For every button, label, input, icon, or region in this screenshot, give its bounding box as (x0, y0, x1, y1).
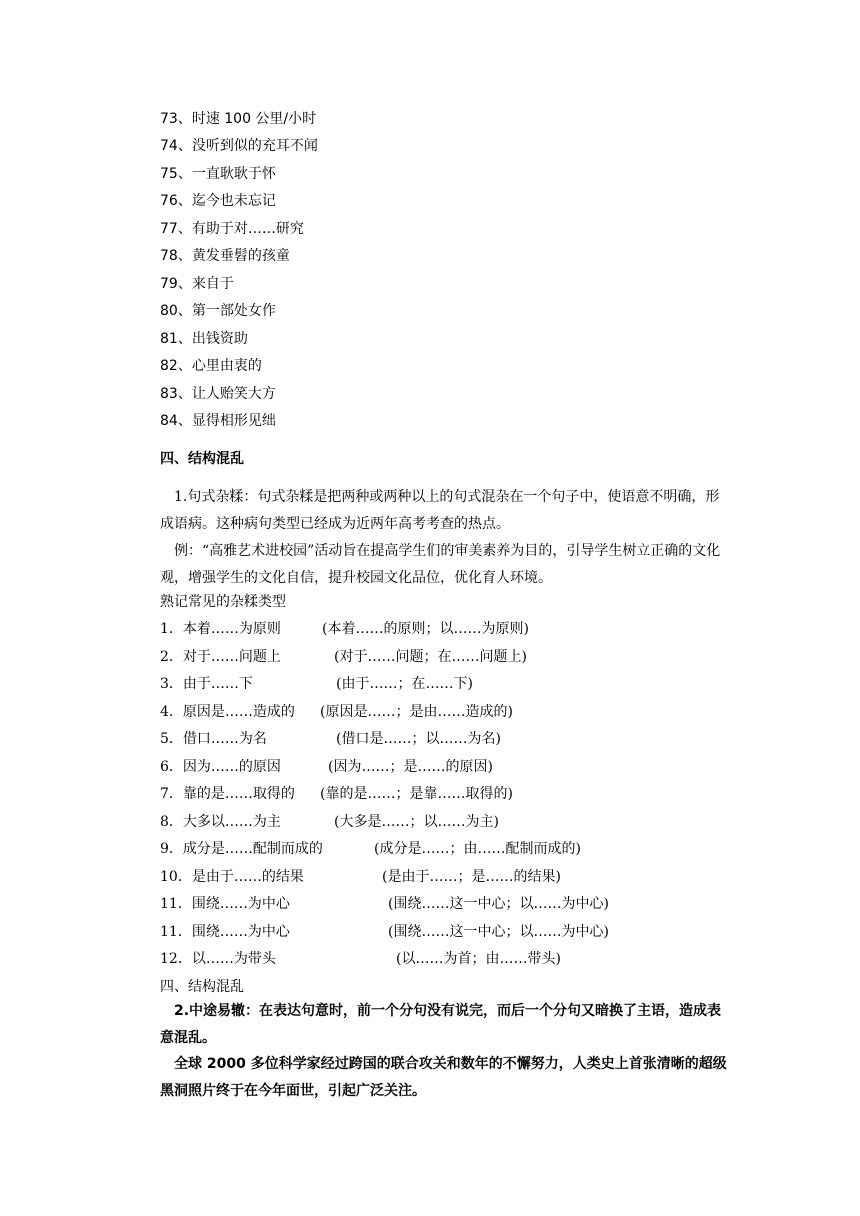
type-item-left: 4．原因是……造成的 (160, 704, 295, 720)
type-item-right: (原因是……；是由……造成的) (320, 704, 513, 720)
paragraph-sentence-mixing: 1.句式杂糅：句式杂糅是把两种或两种以上的句式混杂在一个句子中，使语意不明确，形成语病。这种病句类型已经成为近两年高考考查的热点。 (160, 489, 720, 532)
type-item-right: (大多是……；以……为主) (334, 814, 499, 830)
type-item-left: 5．借口……为名 (160, 731, 267, 747)
types-title: 熟记常见的杂糅类型 (160, 594, 286, 610)
phrase-item: 74、没听到似的充耳不闻 (160, 138, 318, 154)
type-item-left: 8．大多以……为主 (160, 814, 281, 830)
type-item-left: 1．本着……为原则 (160, 621, 281, 637)
type-item-left: 3．由于……下 (160, 676, 253, 692)
section-heading-2: 四、结构混乱 (160, 979, 244, 995)
type-item-left: 12．以……为带头 (160, 951, 276, 967)
section-heading: 四、结构混乱 (160, 451, 244, 467)
phrase-item: 81、出钱资助 (160, 331, 248, 347)
phrase-item: 77、有助于对……研究 (160, 221, 304, 237)
type-item-right: (对于……问题；在……问题上) (334, 649, 527, 665)
type-item-right: (是由于……；是……的结果) (382, 869, 561, 885)
example-paragraph-2: 全球 2000 多位科学家经过跨国的联合攻关和数年的不懈努力，人类史上首张清晰的超级黑洞照片终于在今年面世，引起广泛关注。 (160, 1056, 727, 1099)
phrase-item: 84、显得相形见绌 (160, 413, 276, 429)
type-item-left: 2．对于……问题上 (160, 649, 281, 665)
paragraph-subject-switch: 2.中途易辙：在表达句意时，前一个分句没有说完，而后一个分句又暗换了主语，造成表意混乱。 (160, 1003, 722, 1046)
type-item-right: (围绕……这一中心；以……为中心) (388, 896, 609, 912)
phrase-item: 79、来自于 (160, 276, 234, 292)
type-item-right: (借口是……；以……为名) (336, 731, 501, 747)
phrase-item: 73、时速 100 公里/小时 (160, 111, 317, 127)
phrase-item: 83、让人贻笑大方 (160, 386, 276, 402)
type-item-right: (围绕……这一中心；以……为中心) (388, 924, 609, 940)
type-item-left: 10．是由于……的结果 (160, 869, 304, 885)
type-item-left: 6．因为……的原因 (160, 759, 281, 775)
phrase-item: 78、黄发垂髫的孩童 (160, 248, 290, 264)
phrase-item: 80、第一部处女作 (160, 303, 276, 319)
type-item-right: (以……为首；由……带头) (396, 951, 561, 967)
type-item-right: (本着……的原则；以……为原则) (322, 621, 529, 637)
phrase-item: 82、心里由衷的 (160, 358, 262, 374)
type-item-right: (由于……；在……下) (336, 676, 473, 692)
type-item-left: 11．围绕……为中心 (160, 924, 290, 940)
type-item-right: (靠的是……；是靠……取得的) (320, 786, 513, 802)
type-item-left: 11．围绕……为中心 (160, 896, 290, 912)
phrase-item: 75、一直耿耿于怀 (160, 166, 276, 182)
type-item-right: (成分是……；由……配制而成的) (374, 841, 581, 857)
phrase-item: 76、迄今也未忘记 (160, 193, 276, 209)
type-item-left: 7．靠的是……取得的 (160, 786, 295, 802)
type-item-right: (因为……；是……的原因) (328, 759, 493, 775)
example-paragraph: 例：“高雅艺术进校园”活动旨在提高学生们的审美素养为目的，引导学生树立正确的文化观，增强学生的文化自信，提升校园文化品位，优化育人环境。 (160, 543, 721, 586)
type-item-left: 9．成分是……配制而成的 (160, 841, 323, 857)
